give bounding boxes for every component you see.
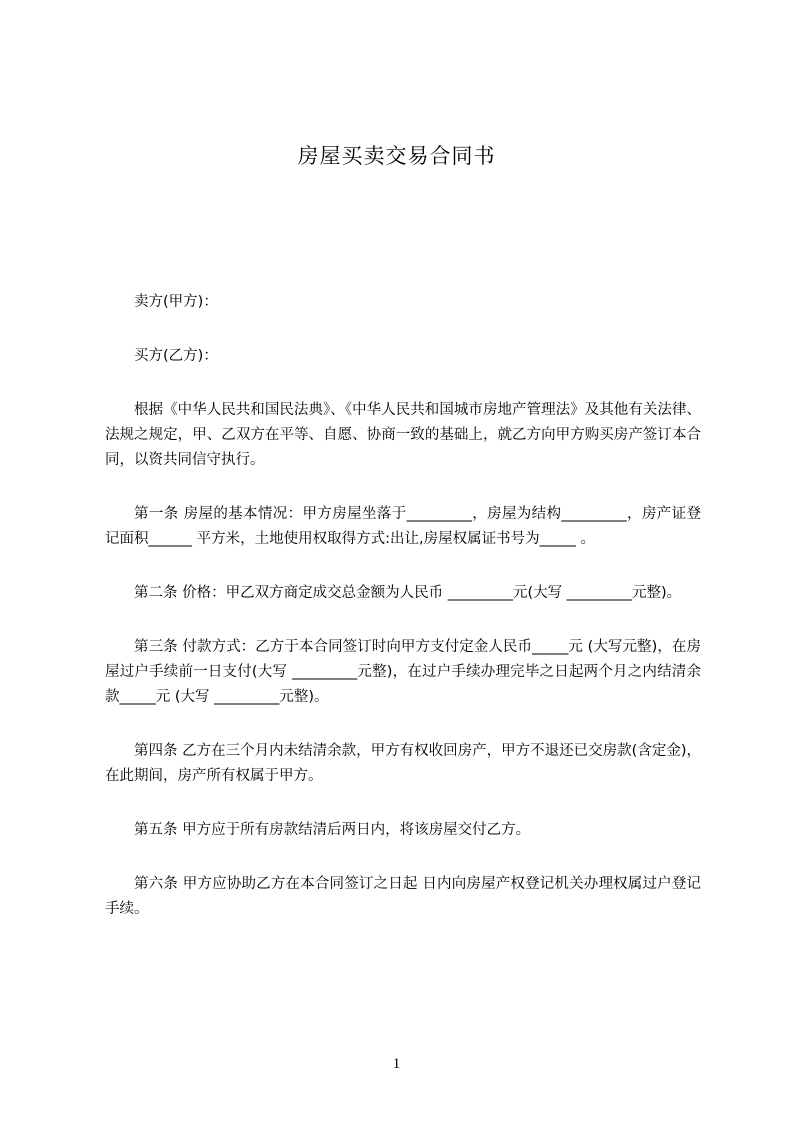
article-6-paragraph: 第六条 甲方应协助乙方在本合同签订之日起 日内向房屋产权登记机关办理权属过户登记手续。	[105, 876, 701, 917]
article-1-paragraph: 第一条 房屋的基本情况：甲方房屋坐落于_________，房屋为结构_________，房产证登记面积______ 平方米，土地使用权取得方式:出让,房屋权属证书号为_____ 。	[105, 506, 701, 547]
seller-line: 卖方(甲方)：	[134, 294, 218, 310]
buyer-line: 买方(乙方)：	[134, 348, 218, 364]
article-5-paragraph: 第五条 甲方应于所有房款结清后两日内，将该房屋交付乙方。	[134, 822, 531, 838]
page-number: 1	[392, 1056, 401, 1072]
preamble-paragraph: 根据《中华人民共和国民法典》、《中华人民共和国城市房地产管理法》及其他有关法律、法规之规定，甲、乙双方在平等、自愿、协商一致的基础上，就乙方向甲方购买房产签订本合同，以资共同信守执行。	[105, 402, 701, 468]
article-4-paragraph: 第四条 乙方在三个月内未结清余款，甲方有权收回房产，甲方不退还已交房款(含定金)，在此期间，房产所有权属于甲方。	[105, 743, 701, 784]
article-3-paragraph: 第三条 付款方式：乙方于本合同签订时向甲方支付定金人民币_____元 (大写元整)，在房屋过户手续前一日支付(大写 _________元整)，在过户手续办理完毕之日起两个月之内结清余款_____元 (大写 _________元整)。	[105, 639, 701, 705]
document-title: 房屋买卖交易合同书	[297, 144, 496, 168]
document-body	[105, 290, 701, 951]
article-2-paragraph: 第二条 价格：甲乙双方商定成交总金额为人民币 _________元(大写 _________元整)。	[134, 585, 682, 601]
